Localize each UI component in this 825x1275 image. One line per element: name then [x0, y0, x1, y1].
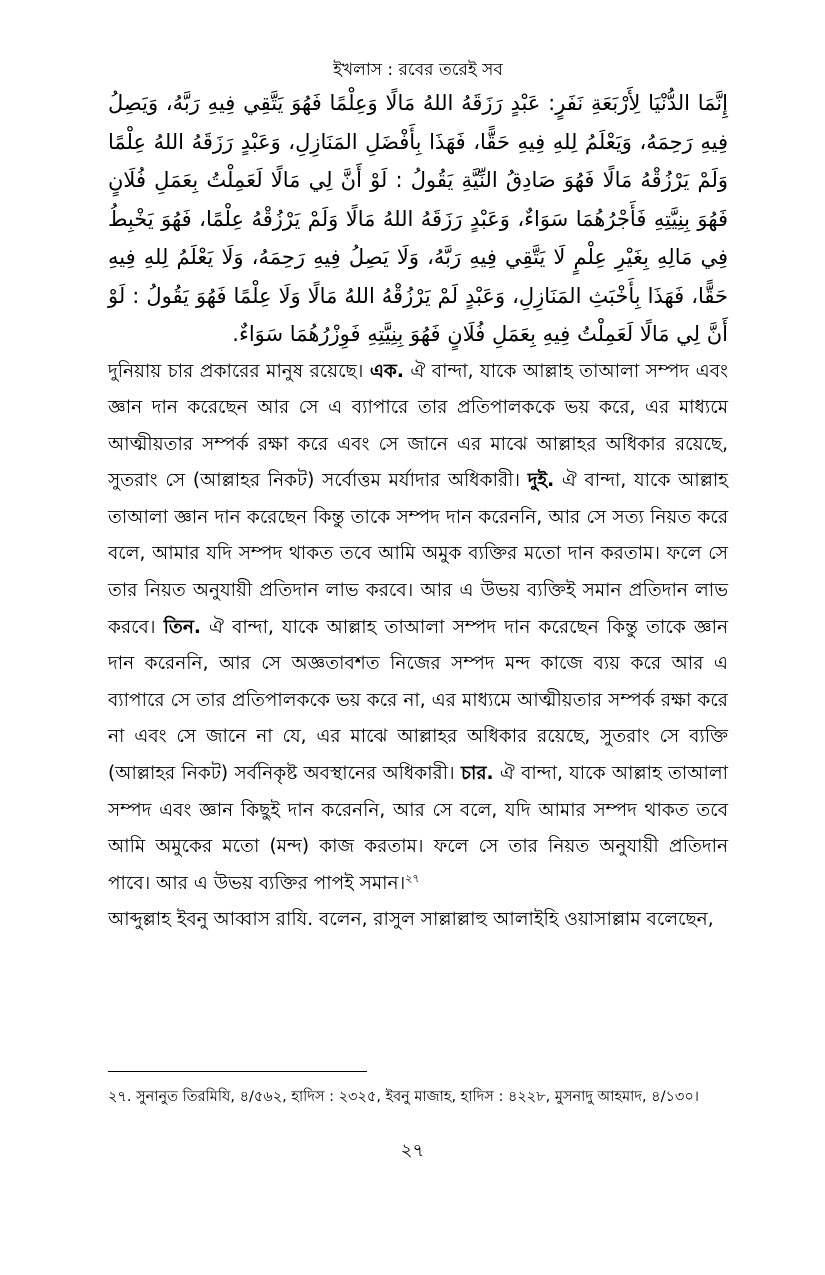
point-label-3: তিন.	[163, 616, 201, 638]
footnote-reference[interactable]: ২৭	[405, 871, 420, 885]
point-label-2: দুই.	[527, 470, 555, 492]
running-head: ইখলাস : রবের তরেই সব	[333, 60, 503, 80]
page-number: ২৭	[400, 1140, 425, 1161]
next-paragraph: আব্দুল্লাহ ইবনু আব্বাস রাযি. বলেন, রাসুল সাল্লাল্লাহু আলাইহি ওয়াসাল্লাম বলেছেন,	[108, 909, 714, 931]
point-label-1: এক.	[369, 360, 404, 382]
point-text-2: ঐ বান্দা, যাকে আল্লাহ তাআলা জ্ঞান দান করেছেন কিন্তু তাকে সম্পদ দান করেননি, আর সে সত্য নিয়ত করে বলে, আমার যদি সম্পদ থাকত তবে আমি অমুক ব্যক্তির মতো দান করতাম। ফলে সে তার নিয়ত অনুযায়ী প্রতিদান লাভ করবে। আর এ উভয় ব্যক্তিই সমান প্রতিদান লাভ করবে।	[108, 470, 728, 638]
translation-intro: দুনিয়ায় চার প্রকারের মানুষ রয়েছে।	[108, 360, 370, 382]
point-label-4: চার.	[460, 763, 494, 785]
arabic-hadith-text: إِنَّمَا الدُّنْيَا لِأَرْبَعَةِ نَفَرٍ: عَبْدٍ رَزَقَهُ اللهُ مَالًا وَعِلْمًا فَهُوَ يَتَّقِي فِيهِ رَبَّهُ، وَيَصِلُ فِيهِ رَحِمَهُ، وَيَعْلَمُ لِلهِ فِيهِ حَقًّا، فَهَذَا بِأَفْضَلِ المَنَازِلِ، وَعَبْدٍ رَزَقَهُ اللهُ عِلْمًا وَلَمْ يَرْزُقْهُ مَالًا فَهُوَ صَادِقُ النِّيَّةِ يَقُولُ : لَوْ أَنَّ لِي مَالًا لَعَمِلْتُ بِعَمَلِ فُلَانٍ فَهُوَ بِنِيَّتِهِ فَأَجْرُهُمَا سَوَاءٌ، وَعَبْدٍ رَزَقَهُ اللهُ مَالًا وَلَمْ يَرْزُقْهُ عِلْمًا، فَهُوَ يَخْبِطُ فِي مَالِهِ بِغَيْرِ عِلْمٍ لَا يَتَّقِي فِيهِ رَبَّهُ، وَلَا يَصِلُ فِيهِ رَحِمَهُ، وَلَا يَعْلَمُ لِلهِ فِيهِ حَقًّا، فَهَذَا بِأَخْبَثِ المَنَازِلِ، وَعَبْدٍ لَمْ يَرْزُقْهُ اللهُ مَالًا وَلَا عِلْمًا فَهُوَ يَقُولُ : لَوْ أَنَّ لِي مَالًا لَعَمِلْتُ فِيهِ بِعَمَلِ فُلَانٍ فَهُوَ بِنِيَّتِهِ فَوِزْرُهُمَا سَوَاءٌ.	[108, 91, 728, 346]
point-text-1: ঐ বান্দা, যাকে আল্লাহ তাআলা সম্পদ এবং জ্ঞান দান করেছেন আর সে এ ব্যাপারে তার প্রতিপালককে ভয় করে, এর মাধ্যমে আত্মীয়তার সম্পর্ক রক্ষা করে এবং সে জানে এর মাঝে আল্লাহর অধিকার রয়েছে, সুতরাং সে (আল্লাহর নিকট) সর্বোত্তম মর্যাদার অধিকারী।	[108, 360, 728, 492]
page-body	[108, 58, 728, 939]
point-text-4: ঐ বান্দা, যাকে আল্লাহ তাআলা সম্পদ এবং জ্ঞান কিছুই দান করেননি, আর সে বলে, যদি আমার সম্পদ থাকত তবে আমি অমুকের মতো (মন্দ) কাজ করতাম। ফলে সে তার নিয়ত অনুযায়ী প্রতিদান পাবে। আর এ উভয় ব্যক্তির পাপই সমান।	[108, 763, 728, 894]
footnote: ২৭. সুনানুত তিরমিযি, ৪/৫৬২, হাদিস : ২৩২৫, ইবনু মাজাহ, হাদিস : ৪২২৮, মুসনাদু আহমাদ, ৪/১৩০।	[108, 1089, 699, 1105]
translation-paragraph	[108, 354, 728, 903]
point-text-3: ঐ বান্দা, যাকে আল্লাহ তাআলা সম্পদ দান করেছেন কিন্তু তাকে জ্ঞান দান করেননি, আর সে অজ্ঞতাবশত নিজের সম্পদ মন্দ কাজে ব্যয় করে আর এ ব্যাপারে সে তার প্রতিপালককে ভয় করে না, এর মাধ্যমে আত্মীয়তার সম্পর্ক রক্ষা করে না এবং সে জানে না যে, এর মাঝে আল্লাহর অধিকার রয়েছে, সুতরাং সে ব্যক্তি (আল্লাহর নিকট) সর্বনিকৃষ্ট অবস্থানের অধিকারী।	[108, 616, 728, 785]
footnote-divider	[108, 1071, 367, 1072]
